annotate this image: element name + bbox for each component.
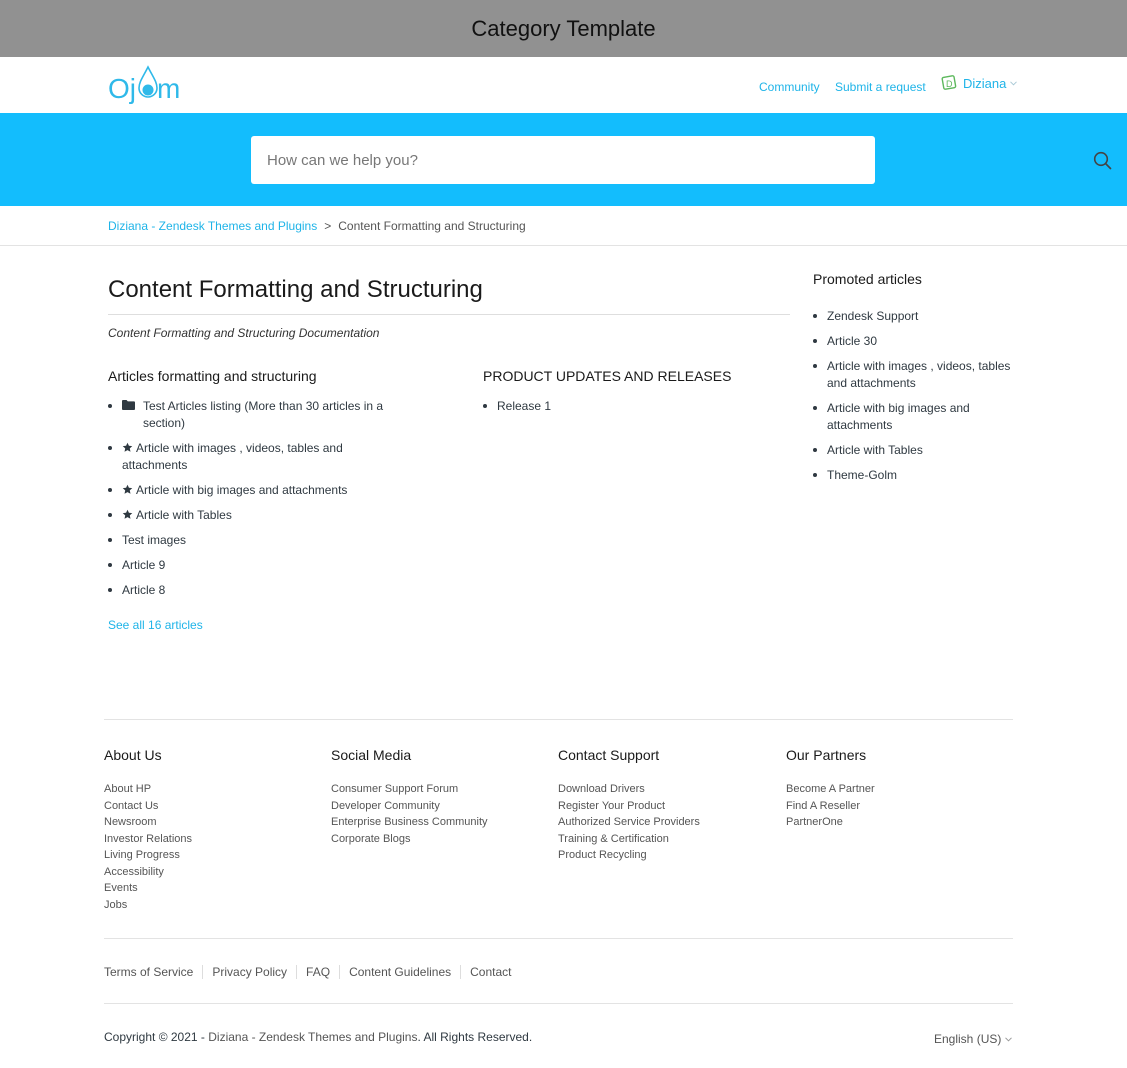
legal-links [104,965,521,979]
nav-submit-request-link[interactable]: Submit a request [835,80,926,94]
legal-link-faq[interactable]: FAQ [296,965,339,979]
list-item [108,398,408,432]
see-all-articles-link[interactable]: See all 16 articles [108,618,203,632]
article-link-tables[interactable] [122,508,232,522]
copyright [104,1030,532,1044]
breadcrumb-divider [0,245,1127,246]
footer-column-title: Contact Support [558,747,660,763]
legal-link-contact[interactable]: Contact [460,965,520,979]
footer-divider-bottom [104,1003,1013,1004]
list-item [813,442,1018,459]
footer-column-social-media [331,747,488,847]
list-item [108,532,408,549]
article-list-formatting [108,398,408,607]
legal-link-terms[interactable]: Terms of Service [104,965,194,979]
footer-link[interactable]: About HP [104,783,152,795]
search-icon[interactable] [1093,151,1112,170]
ojom-logo-icon [108,65,188,105]
footer-link[interactable]: Product Recycling [558,849,647,861]
list-item [483,398,783,415]
legal-link-privacy[interactable]: Privacy Policy [202,965,296,979]
article-link-article-8[interactable]: Article 8 [122,583,166,597]
list-item [813,400,1018,434]
hero-search-banner [0,113,1127,206]
footer-link[interactable]: Investor Relations [104,832,193,845]
article-link-big-images[interactable] [122,483,347,497]
search-box [251,136,875,184]
article-title: Test Articles listing (More than 30 articles in a section) [143,399,384,430]
copyright-suffix: . All Rights Reserved. [417,1030,533,1044]
site-logo[interactable] [108,65,188,105]
user-avatar-icon [941,75,957,92]
search-input[interactable] [251,136,831,184]
language-label: English (US) [934,1032,1002,1046]
svg-text:Oj: Oj [108,73,136,104]
list-item [108,582,408,599]
footer-divider-top [104,719,1013,720]
footer-link[interactable]: Download Drivers [558,783,645,795]
article-title: Article with images , videos, tables and attachments [122,441,343,472]
footer-column-our-partners [786,747,875,831]
language-selector[interactable] [934,1032,1012,1046]
footer-column-title: About Us [104,747,162,763]
breadcrumb-link-home[interactable]: Diziana - Zendesk Themes and Plugins [108,219,318,233]
footer-link[interactable]: Become A Partner [786,783,875,795]
breadcrumb [108,219,526,233]
footer-link[interactable]: Corporate Blogs [331,832,411,845]
footer-divider-middle [104,938,1013,939]
promoted-article-link[interactable]: Theme-Golm [827,468,898,482]
article-link-release-1[interactable]: Release 1 [497,399,552,413]
footer-link[interactable]: Enterprise Business Community [331,816,488,828]
star-icon [122,509,133,520]
footer-link[interactable]: Register Your Product [558,799,666,812]
article-link-images-videos[interactable] [122,441,343,472]
article-link-test-articles[interactable] [122,398,408,432]
user-menu[interactable] [941,75,1017,92]
template-banner [0,0,1127,57]
footer-link[interactable]: PartnerOne [786,816,843,828]
list-item [813,358,1018,392]
title-divider [108,314,790,315]
footer-link[interactable]: Training & Certification [558,832,669,845]
nav-community-link[interactable]: Community [759,80,820,94]
article-title: Article with big images and attachments [136,483,348,497]
promoted-article-link[interactable]: Article with big images and attachments [827,401,970,432]
footer-link[interactable]: Developer Community [331,799,440,812]
footer-column-contact-support [558,747,700,864]
footer-link[interactable]: Contact Us [104,799,159,812]
section-title-product-updates[interactable]: PRODUCT UPDATES AND RELEASES [483,368,732,384]
chevron-down-icon [1010,81,1017,86]
user-name: Diziana [963,76,1007,91]
article-list-product-updates [483,398,783,423]
promoted-article-link[interactable]: Article 30 [827,334,878,348]
footer-link[interactable]: Events [104,882,138,894]
template-title: Category Template [471,15,656,41]
list-item [813,308,1018,325]
article-title: Article with Tables [136,508,232,522]
promoted-article-link[interactable]: Article with Tables [827,443,923,457]
star-icon [122,442,133,453]
footer-link[interactable]: Accessibility [104,865,164,878]
svg-text:m: m [157,73,181,104]
footer-column-title: Our Partners [786,747,867,763]
footer-link[interactable]: Jobs [104,898,128,911]
promoted-article-link[interactable]: Zendesk Support [827,309,919,323]
footer-column-about-us [104,747,192,913]
chevron-down-icon [1005,1037,1012,1042]
breadcrumb-separator: > [324,219,332,233]
list-item [108,482,408,499]
breadcrumb-current: Content Formatting and Structuring [338,219,526,233]
page-title: Content Formatting and Structuring [108,276,483,303]
list-item [108,440,408,474]
copyright-prefix: Copyright © 2021 - [104,1030,209,1044]
list-item [813,333,1018,350]
svg-text:D: D [946,79,953,89]
promoted-articles-title: Promoted articles [813,271,922,287]
list-item [108,507,408,524]
article-link-test-images[interactable]: Test images [122,533,187,547]
star-icon [122,484,133,495]
promoted-article-link[interactable]: Article with images , videos, tables and attachments [827,359,1011,390]
copyright-brand-link[interactable]: Diziana - Zendesk Themes and Plugins [208,1030,418,1044]
folder-icon [122,400,135,410]
site-header [0,57,1127,113]
promoted-articles-list [813,308,1018,492]
list-item [108,557,408,574]
footer-link[interactable]: Newsroom [104,816,157,828]
footer-link[interactable]: Living Progress [104,849,180,861]
article-link-article-9[interactable]: Article 9 [122,558,166,572]
category-description: Content Formatting and Structuring Documentation [108,326,380,340]
section-title-articles-formatting[interactable]: Articles formatting and structuring [108,368,317,384]
footer-link[interactable]: Consumer Support Forum [331,783,459,795]
footer-link[interactable]: Find A Reseller [786,799,860,812]
legal-link-content-guidelines[interactable]: Content Guidelines [339,965,460,979]
list-item [813,467,1018,484]
footer-link[interactable]: Authorized Service Providers [558,816,700,828]
footer-column-title: Social Media [331,747,412,763]
